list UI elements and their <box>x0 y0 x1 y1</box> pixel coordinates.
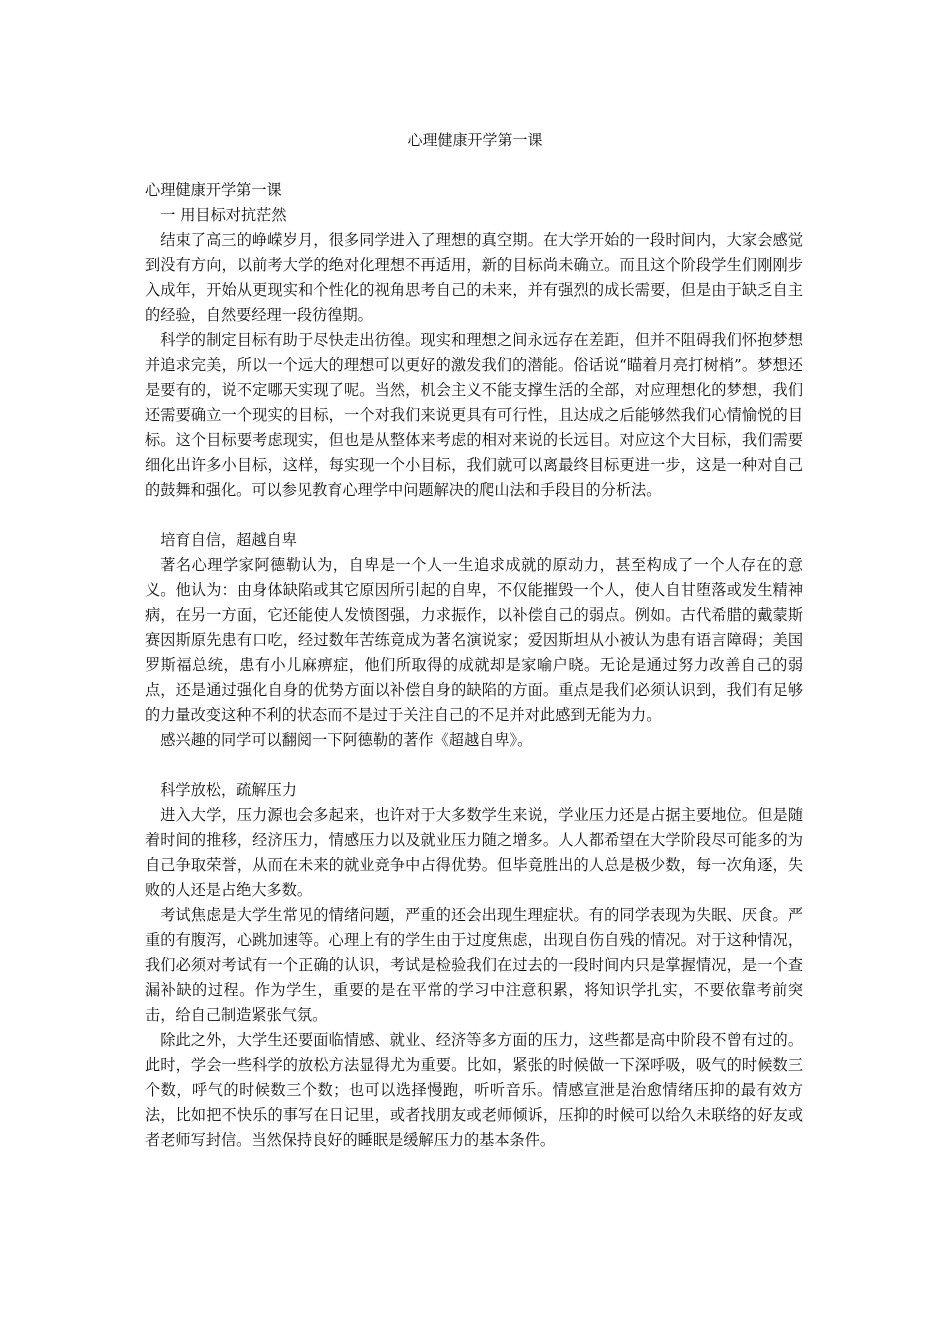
document-body <box>145 178 803 1153</box>
paragraph: 进入大学，压力源也会多起来，也许对于大多数学生来说，学业压力还是占据主要地位。但是随着时间的推移，经济压力，情感压力以及就业压力随之增多。人人都希望在大学阶段尽可能多的为自己争取荣誉，从而在未来的就业竞争中占得优势。但毕竟胜出的人总是极少数，每一次角逐，失败的人还是占绝大多数。 <box>145 806 803 899</box>
section-heading-relaxation: 科学放松，疏解压力 <box>160 781 297 799</box>
paragraph: 考试焦虑是大学生常见的情绪问题，严重的还会出现生理症状。有的同学表现为失眠、厌食。严重的有腹泻，心跳加速等。心理上有的学生由于过度焦虑，出现自伤自残的情况。对于这种情况，我们必须对考试有一个正确的认识，考试是检验我们在过去的一段时间内只是掌握情况，是一个查漏补缺的过程。作为学生，重要的是在平常的学习中注意积累，将知识学扎实，不要依靠考前突击，给自己制造紧张气氛。 <box>145 906 803 1024</box>
section-heading-goals: 一 用目标对抗茫然 <box>160 206 287 224</box>
document-subtitle: 心理健康开学第一课 <box>145 181 282 199</box>
section-spacer <box>145 503 803 528</box>
paragraph: 结束了高三的峥嵘岁月，很多同学进入了理想的真空期。在大学开始的一段时间内，大家会感觉到没有方向，以前考大学的绝对化理想不再适用，新的目标尚未确立。而且这个阶段学生们刚刚步入成年，开始从更现实和个性化的视角思考自己的未来，并有强烈的成长需要，但是由于缺乏自主的经验，自然要经理一段彷徨期。 <box>145 231 803 324</box>
section-spacer <box>145 753 803 778</box>
paragraph: 科学的制定目标有助于尽快走出彷徨。现实和理想之间永远存在差距，但并不阻碍我们怀抱梦想并追求完美，所以一个远大的理想可以更好的激发我们的潜能。俗话说“瞄着月亮打树梢”。梦想还是要有的，说不定哪天实现了呢。当然，机会主义不能支撑生活的全部，对应理想化的梦想，我们还需要确立一个现实的目标，一个对我们来说更具有可行性，且达成之后能够然我们心情愉悦的目标。这个目标要考虑现实，但也是从整体来考虑的相对来说的长远目。对应这个大目标，我们需要细化出许多小目标，这样，每实现一个小目标，我们就可以离最终目标更进一步，这是一种对自己的鼓舞和强化。可以参见教育心理学中问题解决的爬山法和手段目的分析法。 <box>145 331 803 499</box>
paragraph: 除此之外，大学生还要面临情感、就业、经济等多方面的压力，这些都是高中阶段不曾有过的。此时，学会一些科学的放松方法显得尤为重要。比如，紧张的时候做一下深呼吸，吸气的时候数三个数，呼气的时候数三个数；也可以选择慢跑，听听音乐。情感宣泄是治愈情绪压抑的最有效方法，比如把不快乐的事写在日记里，或者找朋友或老师倾诉，压抑的时候可以给久未联络的好友或者老师写封信。当然保持良好的睡眠是缓解压力的基本条件。 <box>145 1031 803 1149</box>
section-heading-confidence: 培育自信，超越自卑 <box>160 531 297 549</box>
page-title: 心理健康开学第一课 <box>407 131 543 149</box>
paragraph: 感兴趣的同学可以翻阅一下阿德勒的著作《超越自卑》。 <box>160 731 533 749</box>
paragraph: 著名心理学家阿德勒认为，自卑是一个人一生追求成就的原动力，甚至构成了一个人存在的意义。他认为：由身体缺陷或其它原因所引起的自卑，不仅能摧毁一个人，使人自甘堕落或发生精神病，在另一方面，它还能使人发愤图强，力求振作，以补偿自己的弱点。例如。古代希腊的戴蒙斯赛因斯原先患有口吃，经过数年苦练竟成为著名演说家；爱因斯坦从小被认为患有语言障碍；美国罗斯福总统，患有小儿麻痹症，他们所取得的成就却是家喻户晓。无论是通过努力改善自己的弱点，还是通过强化自身的优势方面以补偿自身的缺陷的方面。重点是我们必须认识到，我们有足够的力量改变这种不利的状态而不是过于关注自己的不足并对此感到无能为力。 <box>145 556 803 724</box>
